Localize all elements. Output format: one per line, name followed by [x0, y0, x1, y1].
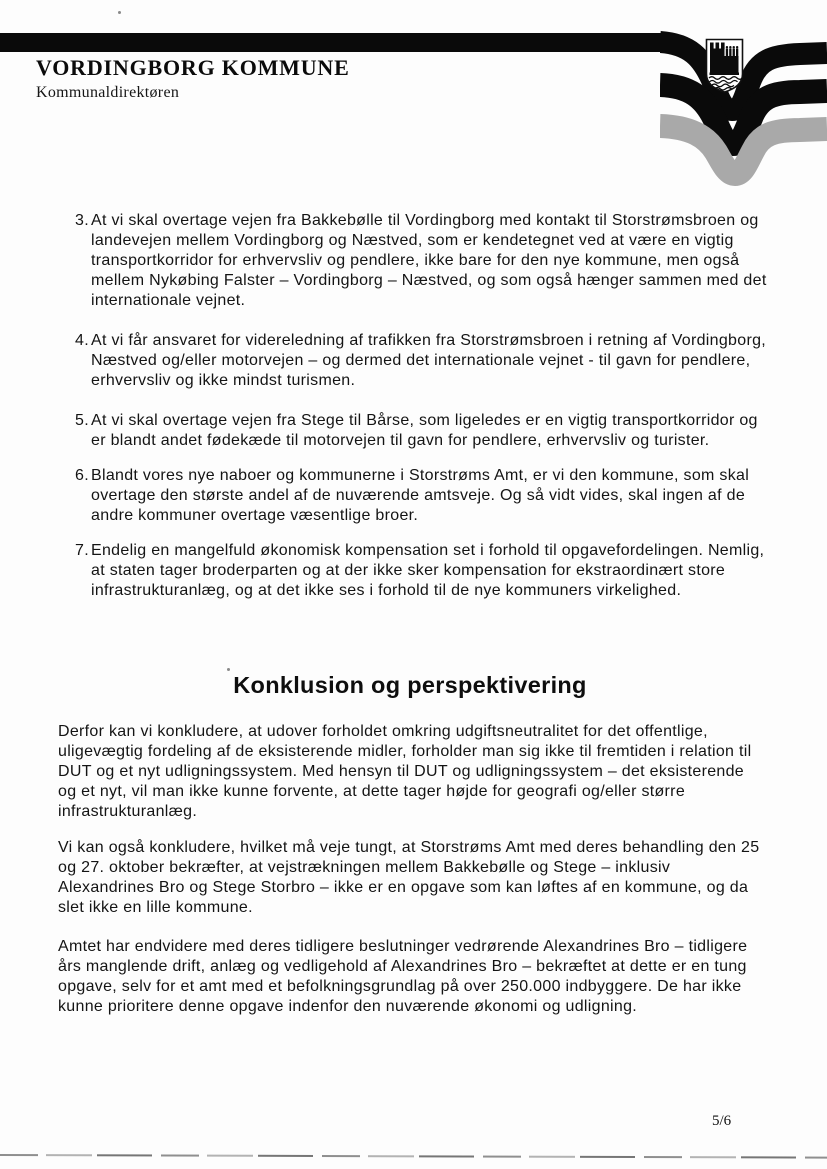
list-item — [75, 211, 770, 311]
header-rule-bar — [0, 33, 674, 52]
bottom-fold-line — [0, 1154, 827, 1159]
list-item-text: Blandt vores nye naboer og kommunerne i Storstrøms Amt, er vi den kommune, som skal overtage den største andel af de nuværende amtsveje. Og så vidt vides, skal ingen af de andre kommuner overtage væsentlige broer. — [91, 467, 750, 524]
municipality-logo — [660, 28, 827, 198]
list-item-number: 4. — [75, 332, 89, 349]
section-heading: Konklusion og perspektivering — [233, 672, 587, 698]
paragraph: Amtet har endvidere med deres tidligere beslutninger vedrørende Alexandrines Bro – tidligere års manglende drift, anlæg og vedligehold af Alexandrines Bro – bekræftet at dette er en tung opgave, selv for et amt med et befolkningsgrundlag på over 250.000 indbyggere. De har ikke kunne prioritere denne opgave indenfor den nuværende økonomi og udligning. — [58, 938, 748, 1015]
list-item — [75, 466, 770, 526]
list-item-number: 6. — [75, 467, 89, 484]
page-number: 5/6 — [712, 1113, 732, 1129]
numbered-list — [75, 211, 770, 601]
list-item-text: Endelig en mangelfuld økonomisk kompensation set i forhold til opgavefordelingen. Nemlig, at staten tager broderparten og at der ikke sker kompensation for ekstraordinært store infrastrukturanlæg, og at det ikke ses i forhold til de nye kommuners virkelighed. — [91, 542, 765, 599]
organization-name: VORDINGBORG KOMMUNE — [36, 55, 350, 80]
scan-artifact-dot — [118, 11, 121, 14]
paragraph: Vi kan også konkludere, hvilket må veje tungt, at Storstrøms Amt med deres behandling den 25 og 27. oktober bekræfter, at vejstrækningen mellem Bakkebølle og Stege – inklusiv Alexandrines Bro og Stege Storbro – ikke er en opgave som kan løftes af en kommune, og da slet ikke en lille kommune. — [58, 839, 760, 916]
list-item — [75, 331, 770, 391]
list-item-text: At vi får ansvaret for videreledning af trafikken fra Storstrømsbroen i retning af Vordingborg, Næstved og/eller motorvejen – og dermed det internationale vejnet - til gavn for pendlere, erhvervsliv og ikke mindst turismen. — [91, 332, 767, 389]
list-item — [75, 541, 770, 601]
department-name: Kommunaldirektøren — [36, 84, 180, 101]
scan-artifact-dot — [227, 668, 230, 671]
list-item-text: At vi skal overtage vejen fra Bakkebølle til Vordingborg med kontakt til Storstrømsbroen og landevejen mellem Vordingborg og Næstved, som er kendetegnet ved at være en vigtig transportkorridor for erhvervsliv og pendlere, ikke bare for den nye kommune, men også mellem Nykøbing Falster – Vordingborg – Næstved, og som også hænger sammen med det internationale vejnet. — [91, 212, 767, 309]
coat-of-arms-shield — [707, 40, 743, 93]
list-item-number: 3. — [75, 212, 89, 229]
paragraph: Derfor kan vi konkludere, at udover forholdet omkring udgiftsneutralitet for det offentlige, uligevægtig fordeling af de eksisterende midler, forholder man sig ikke til fremtiden i relation til DUT og et nyt udligningssystem. Med hensyn til DUT og udligningssystem – det eksisterende og et nyt, vil man ikke kunne forvente, at dette tager højde for geografi og/eller større infrastrukturanlæg. — [58, 723, 752, 820]
list-item — [75, 411, 770, 451]
list-item-number: 5. — [75, 412, 89, 429]
list-item-text: At vi skal overtage vejen fra Stege til Bårse, som ligeledes er en vigtig transportkorridor og er blandt andet fødekæde til motorvejen til gavn for pendlere, erhvervsliv og turister. — [91, 412, 758, 449]
list-item-number: 7. — [75, 542, 89, 559]
